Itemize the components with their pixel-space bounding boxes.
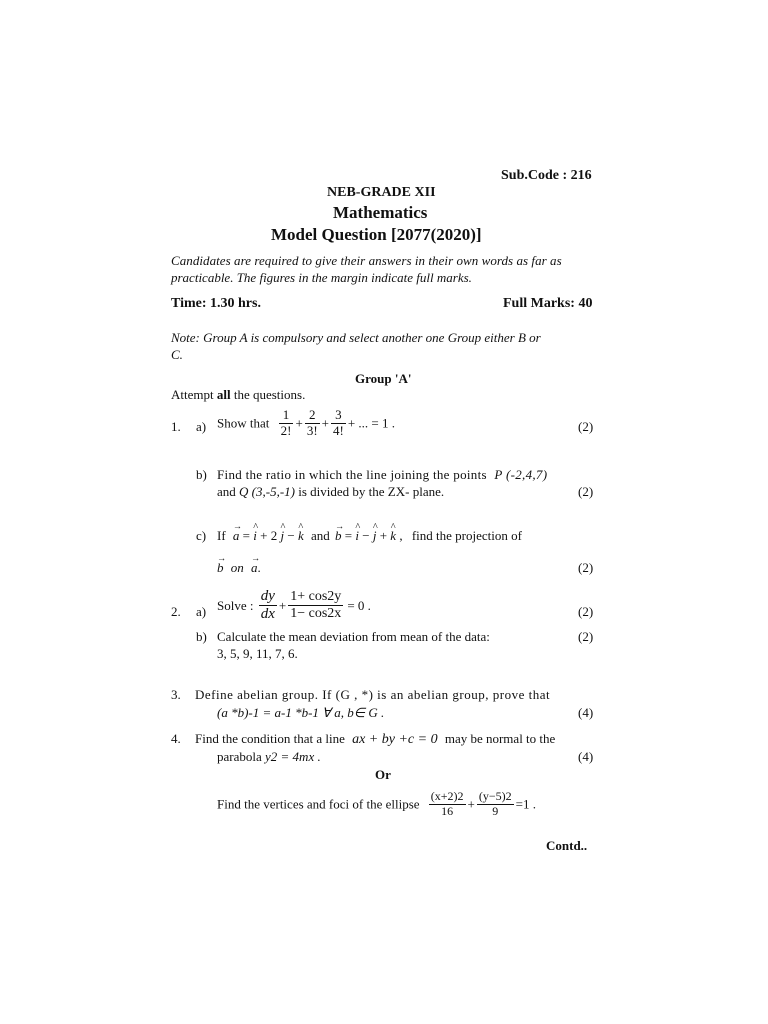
q4-alt-text: Find the vertices and foci of the ellipse <box>217 796 420 812</box>
note-line-2: C. <box>171 347 183 362</box>
instruction-line-2: practicable. The figures in the margin indicate full marks. <box>171 270 472 285</box>
q2a-derivative: $\frac{dy}{dx}$ <box>260 588 275 623</box>
q4-line1-text: Find the condition that a line <box>195 731 345 746</box>
q2a-label: a) <box>196 604 207 619</box>
q2b-label: b) <box>196 629 207 644</box>
q4-parabola-equation: y2 = 4mx . <box>265 749 321 764</box>
q1c-a: → a <box>251 560 258 576</box>
q4-line-equation: ax + by +c = 0 <box>352 732 438 747</box>
grade-label: NEB-GRADE XII <box>327 185 436 200</box>
q1c-label: c) <box>196 528 207 543</box>
q1b-point-q: Q (3,-5,-1) <box>239 484 295 499</box>
q1a-fraction-1: $\frac{1}{2!}$ <box>280 407 292 438</box>
q2b-line-1: Calculate the mean deviation from mean of the data: <box>217 629 490 644</box>
q1a-fraction-2: $\frac{2}{3!}$ <box>306 407 318 438</box>
attempt-suffix: the questions. <box>230 387 306 402</box>
q4-line2-text: parabola <box>217 749 262 764</box>
attempt-instruction <box>171 387 305 403</box>
q4-line-1 <box>195 731 555 748</box>
q1a-tail: + ... = 1 . <box>347 415 396 431</box>
q1c-marks: (2) <box>578 560 594 575</box>
note-line-1: Note: Group A is compulsory and select another one Group either B or <box>171 330 541 345</box>
subject-title: Mathematics <box>333 203 428 222</box>
q1a-fraction-3: $\frac{3}{4!}$ <box>333 407 344 438</box>
q1-number: 1. <box>171 419 181 434</box>
q3-line-1: Define abelian group. If (G , *) is an abelian group, prove that <box>195 687 551 702</box>
group-a-title: Group 'A' <box>355 371 412 386</box>
q1c-vector-a: → a = ^ i + 2 ^ j − ^ k <box>233 528 304 543</box>
q4-alt-question: Find the vertices and foci of the ellipse $\frac{(x+2)2}{16}$ + $\frac{(y-5)2}{9}$ =1 . <box>217 789 536 818</box>
q1b-line-2 <box>217 484 444 500</box>
q4-line1-tail: may be normal to the <box>444 731 556 746</box>
q1c-b: → b <box>217 560 224 576</box>
q1a-marks: (2) <box>578 419 594 434</box>
q1c-and: and <box>310 528 330 543</box>
q1c-tail: find the projection of <box>411 528 522 543</box>
q4-ellipse-fraction-2: $\frac{(y-5)2}{9}$ <box>478 789 512 818</box>
q1a-expression: Show that $\frac{1}{2!}$ + $\frac{2}{3!}$ + $\frac{3}{4!}$ + ... = 1 . <box>217 407 396 438</box>
q4-marks: (4) <box>578 749 594 764</box>
full-marks-label: Full Marks: 40 <box>503 296 593 311</box>
q2b-line-2: 3, 5, 9, 11, 7, 6. <box>217 646 298 661</box>
q1c-line-1 <box>217 528 522 544</box>
q4-number: 4. <box>171 731 181 746</box>
contd-label: Contd.. <box>546 838 588 853</box>
q4-ellipse-fraction-1: $\frac{(x+2)2}{16}$ <box>430 789 464 818</box>
q1c-on: on <box>230 560 244 575</box>
q2a-prefix: Solve : <box>217 597 254 613</box>
time-label: Time: 1.30 hrs. <box>171 296 261 311</box>
q1b-line2-text: is divided by the ZX- plane. <box>298 484 445 499</box>
q2a-equals: = 0 <box>347 597 365 613</box>
q3-number: 3. <box>171 687 181 702</box>
attempt-prefix: Attempt <box>171 387 217 402</box>
q2-number: 2. <box>171 604 181 619</box>
q1a-label: a) <box>196 419 207 434</box>
q4-line-2 <box>217 749 321 765</box>
instruction-line-1: Candidates are required to give their answers in their own words as far as <box>171 253 562 268</box>
sub-code: Sub.Code : 216 <box>501 168 592 183</box>
q3-marks: (4) <box>578 705 594 720</box>
model-question-title: Model Question [2077(2020)] <box>271 225 482 244</box>
q2a-expression: Solve : $\frac{dy}{dx}$ + $\frac{1+ \cos 2y}{1- \cos 2x}$ = 0 . <box>217 588 371 623</box>
q2b-marks: (2) <box>578 629 594 644</box>
q1b-point-p: P (-2,4,7) <box>494 467 548 482</box>
q1c-line-2: → b on → a. <box>217 560 261 576</box>
q4-or: Or <box>375 767 391 782</box>
attempt-bold: all <box>216 387 231 402</box>
q1c-vector-b: → b = ^ i − ^ j + ^ k , <box>335 528 403 543</box>
q3-line-2: (a *b)-1 = a-1 *b-1 ∀ a, b∈ G . <box>217 705 385 720</box>
q1b-label: b) <box>196 467 207 482</box>
q2a-marks: (2) <box>578 604 594 619</box>
q1a-prefix: Show that <box>217 415 270 431</box>
q1b-line1-text: Find the ratio in which the line joining the points <box>217 467 487 482</box>
q2a-cos-fraction: $\frac{1+ \cos 2y}{1- \cos 2x}$ <box>290 589 342 622</box>
q1b-marks: (2) <box>578 484 594 499</box>
q4-alt-tail: =1 . <box>515 796 536 812</box>
q1b-and: and <box>217 484 236 499</box>
q1b-line-1 <box>217 467 547 483</box>
q1c-if: If <box>217 528 226 543</box>
